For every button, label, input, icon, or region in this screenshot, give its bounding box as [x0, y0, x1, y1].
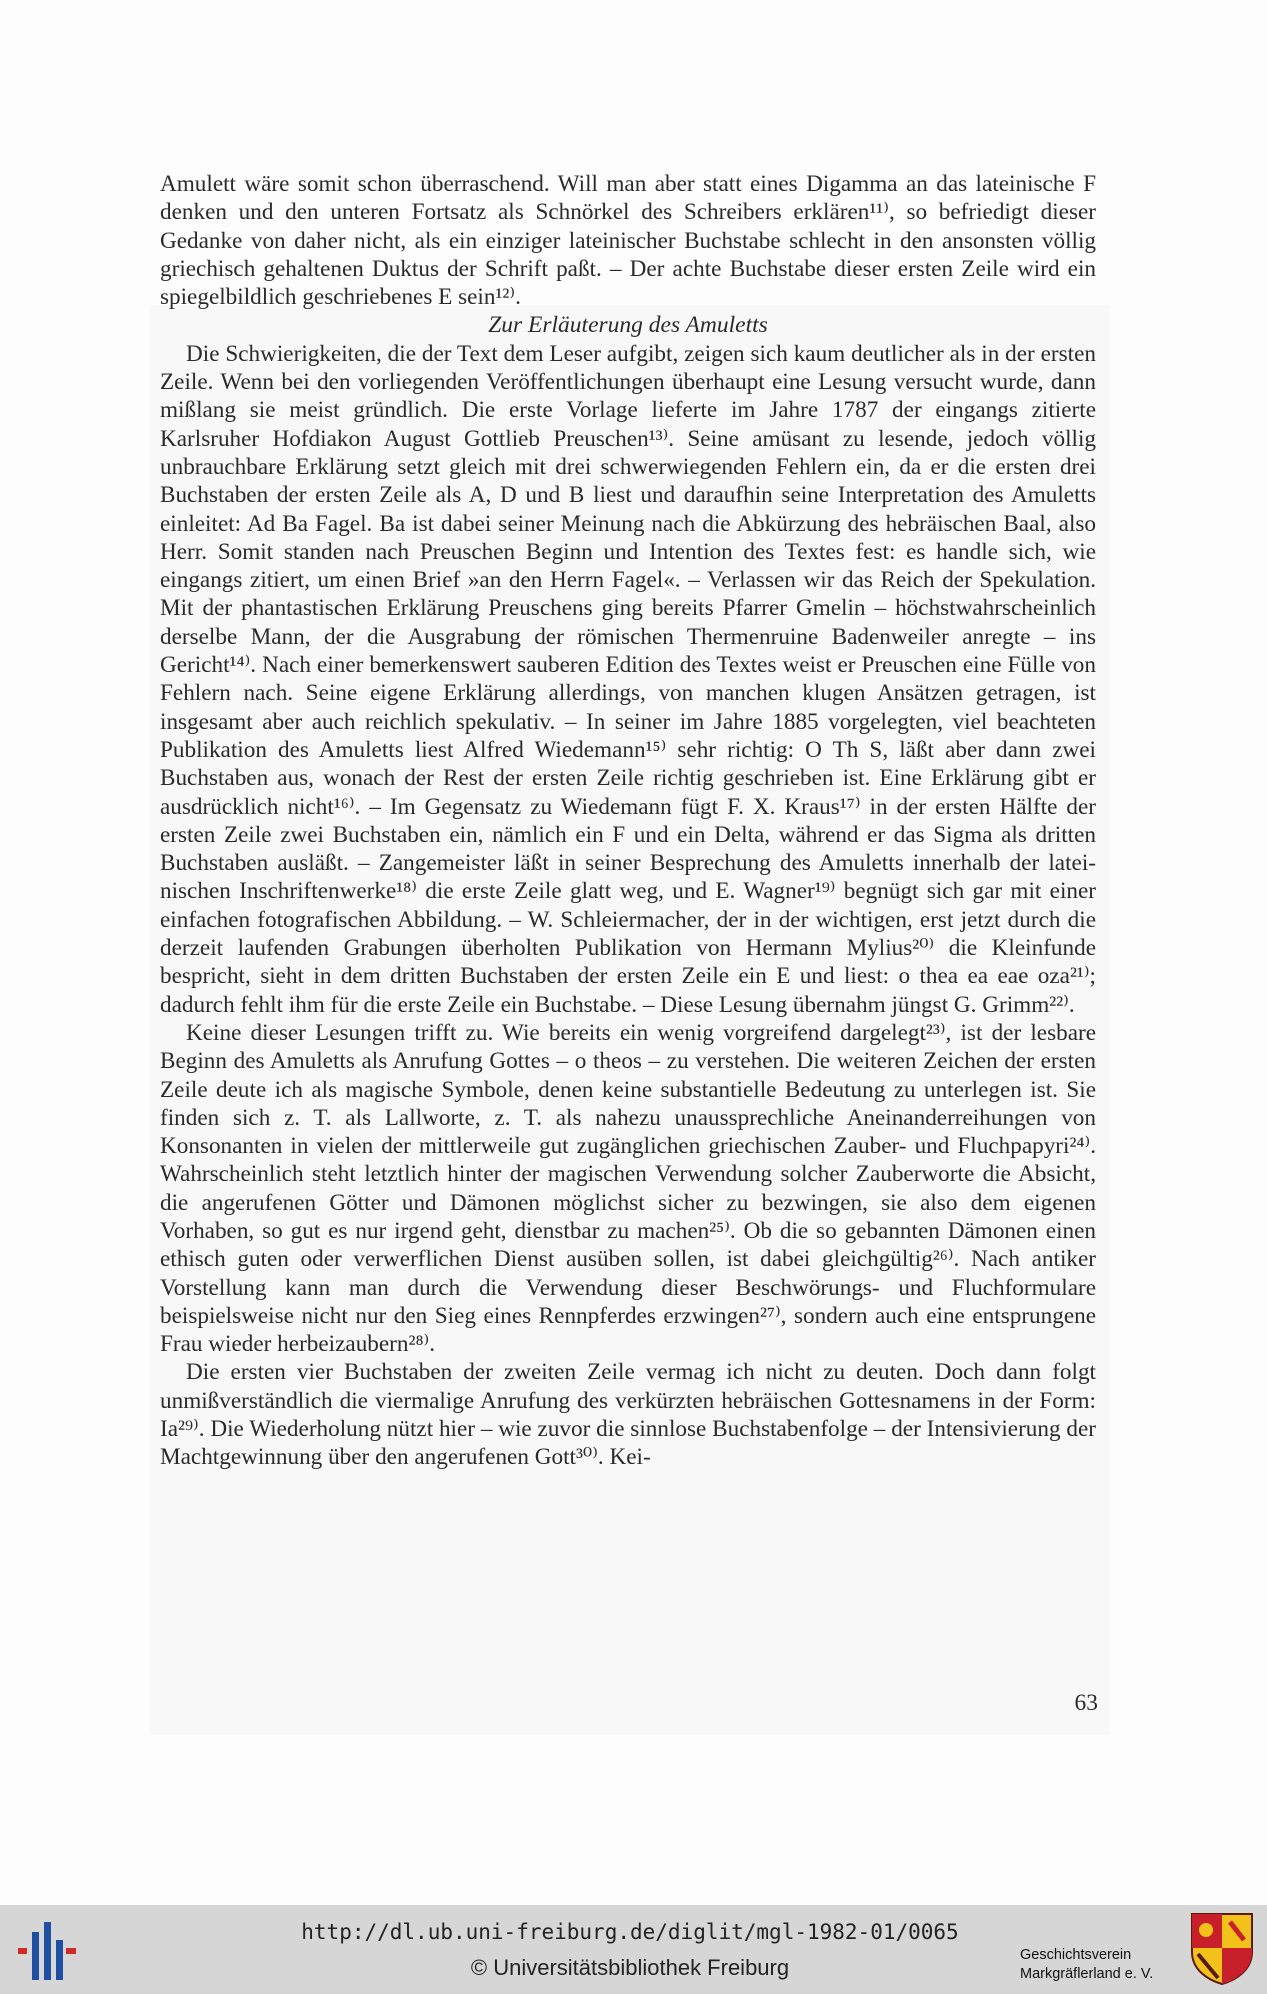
ub-freiburg-logo-icon[interactable]: [14, 1918, 80, 1984]
paragraph-1: Die Schwierigkeiten, die der Text dem Leser aufgibt, zeigen sich kaum deutlicher als in der ersten Zeile. Wenn bei den vorliegenden Veröffentlichungen überhaupt eine Lesung versucht wurde, dann mißlang sie meist gründlich. Die erste Vorlage lieferte im Jahre 1787 der eingangs zitierte Karlsruher Hofdiakon August Gottlieb Preuschen¹³⁾. Seine amüsant zu lesende, jedoch völlig unbrauchbare Erklärung setzt gleich mit drei schwerwiegenden Fehlern ein, da er die ersten drei Buchstaben der ersten Zeile als A, D und B liest und daraufhin seine Interpretation des Amuletts einleitet: Ad Ba Fagel. Ba ist dabei seiner Meinung nach die Abkürzung des hebräischen Baal, also Herr. Somit standen nach Preuschen Beginn und Intention des Textes fest: es handle sich, wie eingangs zitiert, um einen Brief »an den Herrn Fagel«. – Verlassen wir das Reich der Spekulation. Mit der phantastischen Erklärung Preuschens ging bereits Pfarrer Gmelin – höchstwahrscheinlich derselbe Mann, der die Ausgrabung der römischen Thermenruine Badenweiler anregte – ins Gericht¹⁴⁾. Nach einer bemerkenswert sauberen Edition des Textes weist er Preuschen eine Fülle von Fehlern nach. Seine eigene Erklärung allerdings, von manchen klugen Ansätzen getragen, ist insgesamt aber auch reichlich spekulativ. – In seiner im Jahre 1885 vorgelegten, viel beachteten Publikation des Amuletts liest Alfred Wiedemann¹⁵⁾ sehr richtig: O Th S, läßt aber dann zwei Buchstaben aus, wonach der Rest der ersten Zeile richtig geschrieben ist. Eine Erklärung gibt er ausdrücklich nicht¹⁶⁾. – Im Gegensatz zu Wiedemann fügt F. X. Kraus¹⁷⁾ in der ersten Hälfte der ersten Zeile zwei Buchstaben ein, nämlich ein F und ein Delta, während er das Sigma als dritten Buchstaben ausläßt. – Zangemeister läßt in seiner Besprechung des Amuletts innerhalb der lateinischen Inschriftenwerke¹⁸⁾ die erste Zeile glatt weg, und E. Wagner¹⁹⁾ begnügt sich gar mit einer einfachen fotografischen Abbildung. – W. Schleiermacher, der in der wichtigen, erst jetzt durch die derzeit laufenden Grabungen überholten Publikation von Hermann Mylius²⁰⁾ die Kleinfunde bespricht, sieht in dem dritten Buchstaben der ersten Zeile ein E und liest: o thea ea eae oza²¹⁾; dadurch fehlt ihm für die erste Zeile ein Buchstabe. – Diese Lesung übernahm jüngst G. Grimm²²⁾.: [160, 340, 1096, 1018]
permalink-link[interactable]: http://dl.ub.uni-freiburg.de/diglit/mgl-1982-01/0065: [301, 1920, 959, 1944]
coat-of-arms-icon[interactable]: [1190, 1912, 1254, 1986]
copyright-text: © Universitätsbibliothek Freiburg: [470, 1955, 790, 1980]
society-line-2: Markgräflerland e. V.: [1020, 1966, 1154, 1982]
body-text: [160, 170, 1096, 1472]
paragraph-2: Keine dieser Lesungen trifft zu. Wie bereits ein wenig vorgreifend dargelegt²³⁾, ist der lesbare Beginn des Amuletts als Anrufung Gottes – o theos – zu verstehen. Die weiteren Zeichen der ersten Zeile deute ich als magische Symbole, denen keine substantielle Bedeutung zu unterlegen ist. Sie finden sich z. T. als Lallworte, z. T. als nahezu unaussprechliche Aneinanderreihungen von Konsonanten in vielen der mittlerweile gut zugänglichen griechischen Zauber- und Fluchpapyri²⁴⁾. Wahrscheinlich steht letztlich hinter der magischen Verwendung solcher Zauberworte die Absicht, die angerufenen Götter und Dämonen möglichst sicher zu bezwingen, sie also dem eigenen Vorhaben, so gut es nur irgend geht, dienstbar zu machen²⁵⁾. Ob die so gebannten Dämonen einen ethisch guten oder verwerflichen Dienst ausüben sollen, ist dabei gleichgültig²⁶⁾. Nach antiker Vorstellung kann man durch die Verwendung dieser Beschwörungs- und Fluchformulare beispielsweise nicht nur den Sieg eines Rennpferdes erzwingen²⁷⁾, sondern auch eine entsprungene Frau wieder herbeizaubern²⁸⁾.: [160, 1019, 1096, 1358]
paragraph-intro: Amulett wäre somit schon überraschend. Will man aber statt eines Digamma an das lateinische F denken und den unteren Fortsatz als Schnörkel des Schreibers erklären¹¹⁾, so befriedigt dieser Gedanke von daher nicht, als ein einziger lateinischer Buchstabe schlecht in den ansonsten völlig griechisch gehaltenen Duktus der Schrift paßt. – Der achte Buchstabe dieser ersten Zeile wird ein spiegelbildlich geschriebenes E sein¹²⁾.: [160, 171, 1096, 311]
society-line-1: Geschichtsverein: [1020, 1947, 1132, 1963]
page-number: 63: [1074, 1690, 1098, 1716]
paragraph-3: Die ersten vier Buchstaben der zweiten Zeile vermag ich nicht zu deuten. Doch dann folgt unmißverständlich die viermalige Anrufung des verkürzten hebräischen Gottesnamens in der Form: Ia²⁹⁾. Die Wiederholung nützt hier – wie zuvor die sinnlose Buchstabenfolge – der Intensivierung der Machtgewinnung über den angerufenen Gott³⁰⁾. Kei-: [160, 1359, 1096, 1471]
section-heading: Zur Erläuterung des Amuletts: [488, 312, 768, 339]
society-name[interactable]: [1020, 1946, 1180, 1984]
